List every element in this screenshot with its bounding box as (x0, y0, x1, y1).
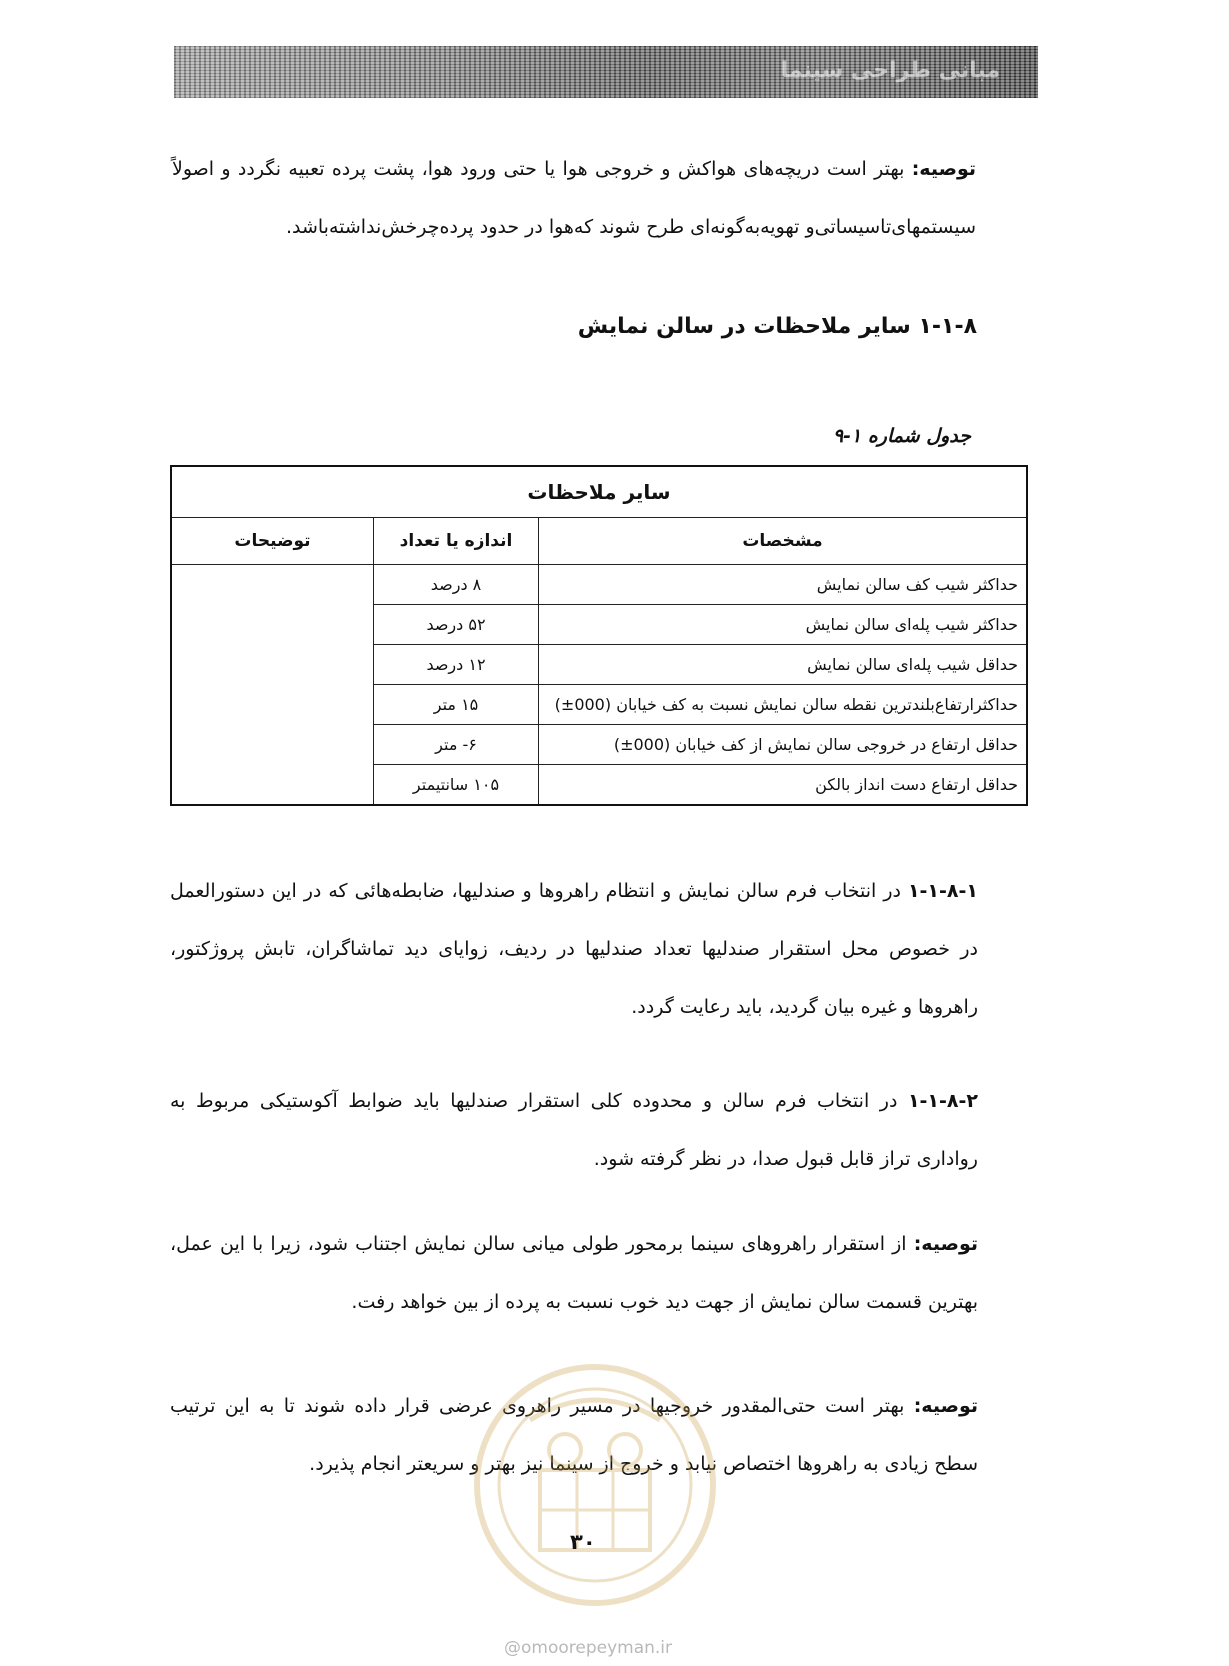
recommendation-aisles (170, 1215, 978, 1331)
row-spec: حداکثرارتفاع‌بلندترین نقطه سالن نمایش نسبت به کف خیابان (000±) (539, 685, 1028, 725)
paragraph-text: از استقرار راهروهای سینما برمحور طولی میانی سالن نمایش اجتناب شود، زیرا با این عمل، بهترین قسمت سالن نمایش از جهت دید خوب نسبت به پرده از بین خواهد رفت. (170, 1233, 978, 1313)
page-number: ۳۰ (570, 1530, 596, 1554)
column-header-notes: توضیحات (171, 518, 374, 565)
recommendation-label: توصیه: (911, 158, 976, 180)
running-header (174, 46, 1038, 98)
watermark-url: @omoorepeyman.ir (504, 1638, 673, 1658)
row-spec: حداقل ارتفاع دست انداز بالکن (539, 765, 1028, 806)
row-spec: حداکثر شیب پله‌ای سالن نمایش (539, 605, 1028, 645)
row-size: ۱۵ متر (374, 685, 539, 725)
column-header-size: اندازه یا تعداد (374, 518, 539, 565)
recommendation-label: توصیه: (913, 1395, 978, 1417)
section-heading: ۱-۱-۸ سایر ملاحظات در سالن نمایش (577, 314, 977, 339)
paragraph-text: در انتخاب فرم سالن نمایش و انتظام راهروها و صندلیها، ضابطه‌هائی که در این دستورالعمل در خصوص محل استقرار صندلیها تعداد صندلیها در ردیف، زوایای دید تماشاگران، تابش پروژکتور، راهروها و غیره بیان گردید، باید رعایت گردد. (170, 880, 978, 1018)
recommendation-text: بهتر است دریچه‌های هواکش و خروجی هوا یا حتی ورود هوا، پشت پرده تعبیه نگردد و اصولاً سیستمهای‌تاسیساتی‌و تهویه‌به‌گونه‌ای طرح شوند که‌هوا در حدود پرده‌چرخش‌نداشته‌باشد. (172, 158, 976, 238)
running-header-title: مبانی طراحی سینما (780, 58, 1000, 83)
paragraph-number: ۱-۱-۸-۲ (907, 1090, 978, 1112)
intro-recommendation (172, 140, 976, 256)
paragraph-text: بهتر است حتی‌المقدور خروجیها در مسیر راهروی عرضی قرار داده شوند تا به این ترتیب سطح زیادی به راهروها اختصاص نیابد و خروج از سینما نیز بهتر و سریعتر انجام پذیرد. (170, 1395, 978, 1475)
row-size: ۸ درصد (374, 565, 539, 605)
table-title: سایر ملاحظات (171, 466, 1027, 518)
row-size: ۱۲ درصد (374, 645, 539, 685)
row-size: ۶- متر (374, 725, 539, 765)
table-row (171, 565, 1027, 605)
column-header-spec: مشخصات (539, 518, 1028, 565)
paragraph-text: در انتخاب فرم سالن و محدوده کلی استقرار صندلیها باید ضوابط آکوستیکی مربوط به رواداری تراز قابل قبول صدا، در نظر گرفته شود. (170, 1090, 978, 1170)
paragraph-number: ۱-۱-۸-۱ (907, 880, 978, 902)
recommendation-label: توصیه: (913, 1233, 978, 1255)
row-size: ۱۰۵ سانتیمتر (374, 765, 539, 806)
row-spec: حداکثر شیب کف سالن نمایش (539, 565, 1028, 605)
considerations-table (170, 465, 1028, 806)
row-size: ۵۲ درصد (374, 605, 539, 645)
row-spec: حداقل شیب پله‌ای سالن نمایش (539, 645, 1028, 685)
paragraph-1-1-8-1 (170, 862, 978, 1036)
table-caption: جدول شماره ۱-۹ (832, 425, 971, 447)
notes-cell (171, 565, 374, 806)
watermark-seal-logo (470, 1360, 720, 1610)
paragraph-1-1-8-2 (170, 1072, 978, 1188)
row-spec: حداقل ارتفاع در خروجی سالن نمایش از کف خیابان (000±) (539, 725, 1028, 765)
